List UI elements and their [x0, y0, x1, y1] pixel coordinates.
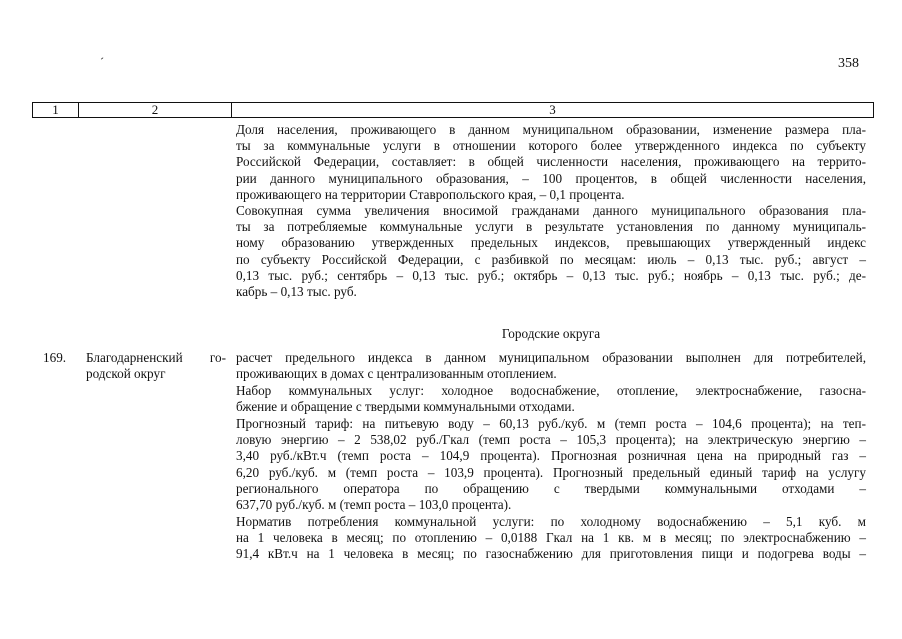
- text-line: расчет предельного индекса в данном муниципальном образовании выполнен для потребителей,: [236, 350, 866, 365]
- total-increase-paragraph: [236, 203, 866, 300]
- text-line: ты за потребляемые коммунальные услуги в результате установления по данному муниципаль-: [236, 219, 866, 235]
- text-line: 6,20 руб./куб. м (темп роста – 103,9 процента). Прогнозный предельный единый тариф на услугу: [236, 464, 866, 480]
- text-line: ты за коммунальные услуги в отношении которого более утвержденного индекса по субъекту: [236, 138, 866, 154]
- services-set-paragraph: [236, 383, 866, 415]
- municipality-name-line: Благодарненский го-: [86, 350, 226, 365]
- table-header-col-3: 3: [549, 102, 556, 117]
- text-line: проживающего на территории Ставропольского края, – 0,1 процента.: [236, 186, 625, 202]
- section-title: Городские округа: [501, 326, 601, 341]
- text-line: 3,40 руб./кВт.ч (темп роста – 104,9 процента). Прогнозная розничная цена на природный газ –: [236, 448, 866, 464]
- text-line: Доля населения, проживающего в данном муниципальном образовании, изменение размера пла-: [236, 122, 866, 137]
- text-line: Российской Федерации, составляет: в общей численности населения, проживающего на террито-: [236, 154, 866, 170]
- text-line: по субъекту Российской Федерации, с разбивкой по месяцам: июль – 0,13 тыс. руб.; август –: [236, 251, 866, 267]
- text-line: регионального оператора по обращению с твердыми коммунальными отходами –: [236, 480, 866, 496]
- text-line: Норматив потребления коммунальной услуги: по холодному водоснабжению – 5,1 куб. м: [236, 514, 866, 529]
- text-line: Совокупная сумма увеличения вносимой гражданами данного муниципального образования пла-: [236, 203, 866, 218]
- text-line: Прогнозный тариф: на питьевую воду – 60,13 руб./куб. м (темп роста – 104,6 процента); на теп-: [236, 416, 866, 431]
- text-line: на 1 человека в месяц; по отоплению – 0,0188 Гкал на 1 кв. м в месяц; по электроснабжению –: [236, 530, 866, 546]
- page-number: 358: [838, 56, 859, 71]
- text-line: Набор коммунальных услуг: холодное водоснабжение, отопление, электроснабжение, газосна-: [236, 383, 866, 398]
- consumption-norm-paragraph: [236, 514, 866, 563]
- text-line: 637,70 руб./куб. м (темп роста – 103,0 процента).: [236, 497, 512, 513]
- text-line: ловую энергию – 2 538,02 руб./Гкал (темп роста – 105,3 процента); на электрическую энергию –: [236, 432, 866, 448]
- municipality-name: [86, 350, 226, 382]
- text-line: рии данного муниципального образования, – 100 процентов, в общей численности населения,: [236, 170, 866, 186]
- text-line: 91,4 кВт.ч на 1 человека в месяц; по газоснабжению для приготовления пищи и подогрева воды –: [236, 546, 866, 562]
- table-header-col-1: 1: [33, 103, 79, 117]
- text-line: бжение и обращение с твердыми коммунальными отходами.: [236, 399, 575, 415]
- table-header-col-2: 2: [79, 103, 232, 117]
- forecast-tariff-paragraph: [236, 416, 866, 513]
- text-line: проживающих в домах с централизованным отоплением.: [236, 366, 557, 382]
- text-line: 0,13 тыс. руб.; сентябрь – 0,13 тыс. руб.; октябрь – 0,13 тыс. руб.; ноябрь – 0,13 тыс. руб.; де-: [236, 267, 866, 283]
- text-line: ному образованию утвержденных предельных индексов, превышающих утвержденный индекс: [236, 235, 866, 251]
- text-line: кабрь – 0,13 тыс. руб.: [236, 284, 357, 300]
- municipality-name-line: родской округ: [86, 366, 166, 382]
- calculation-note-paragraph: [236, 350, 866, 382]
- population-share-paragraph: [236, 122, 866, 203]
- table-header-row: [32, 102, 874, 118]
- corner-mark: ˊ: [100, 55, 104, 69]
- row-number: 169.: [43, 350, 67, 365]
